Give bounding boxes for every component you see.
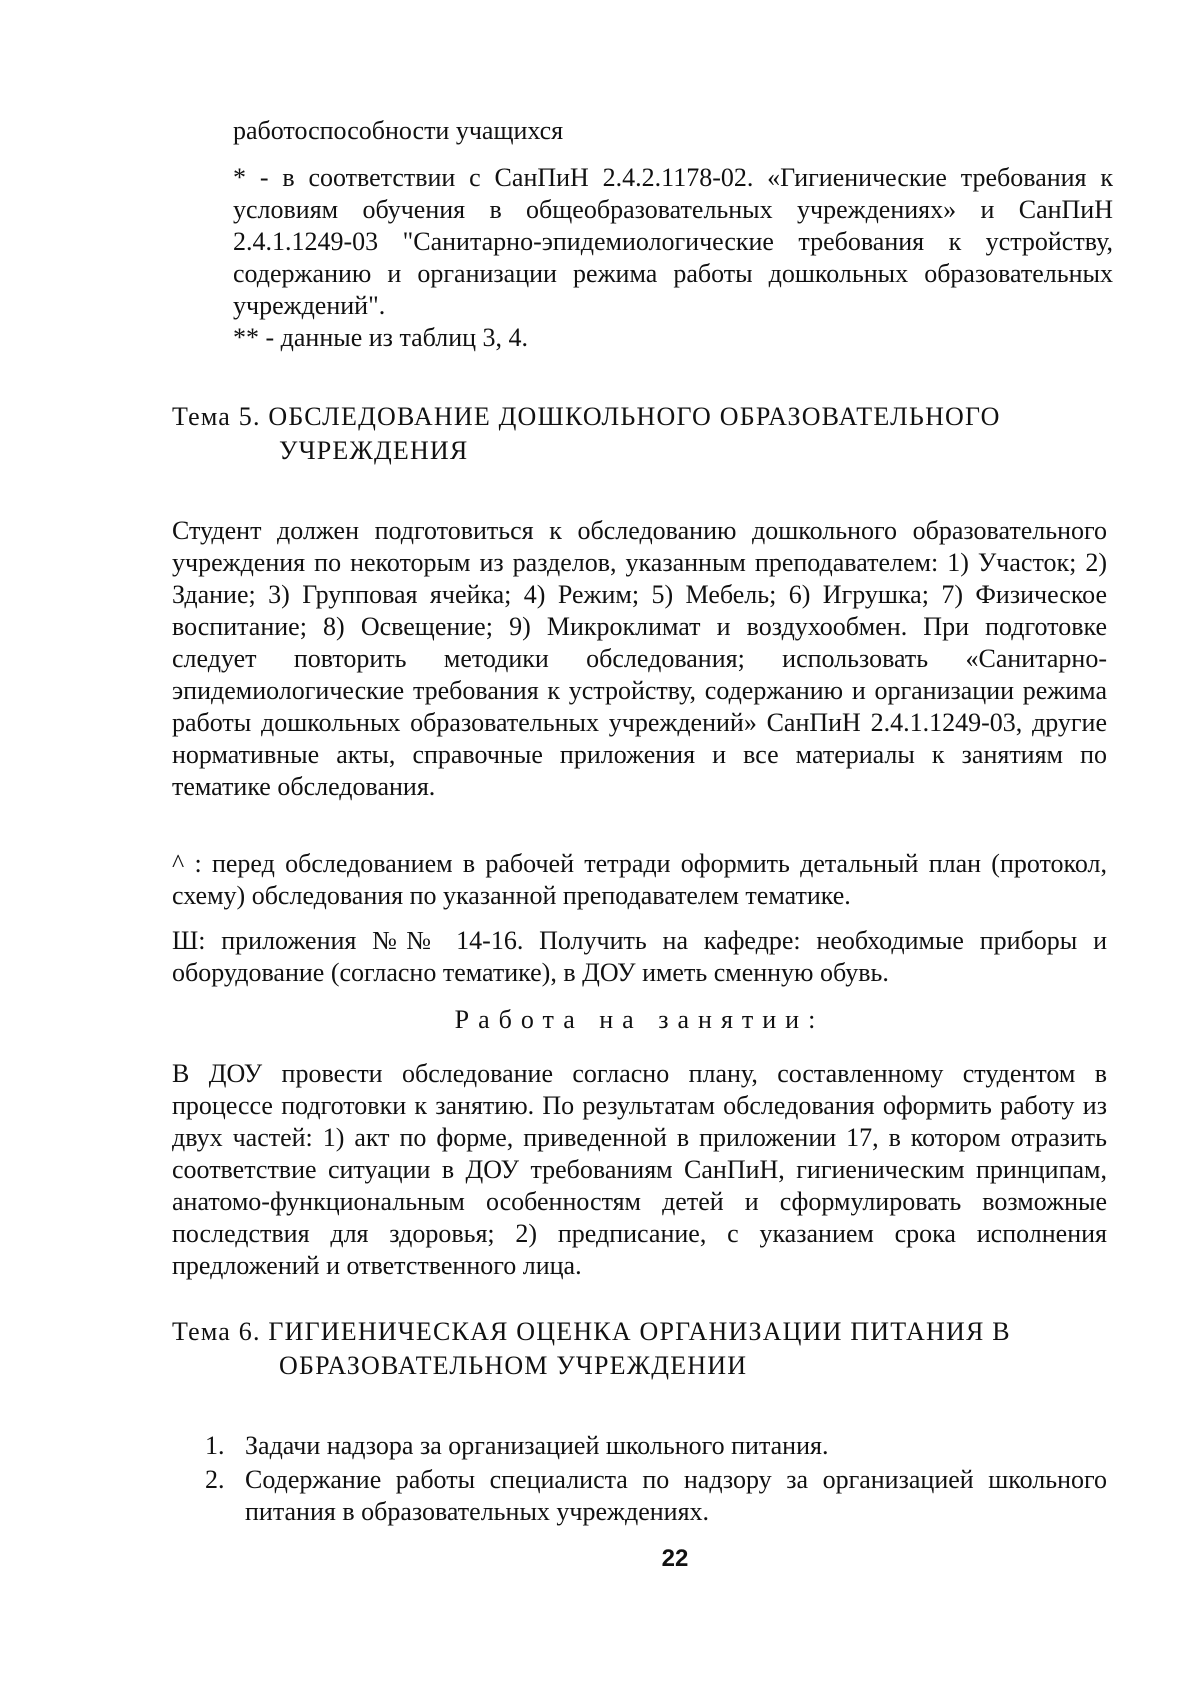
topic-6-title-line2: ОБРАЗОВАТЕЛЬНОМ УЧРЕЖДЕНИИ xyxy=(279,1351,748,1380)
topic-6-title-line1: ГИГИЕНИЧЕСКАЯ ОЦЕНКА ОРГАНИЗАЦИИ ПИТАНИЯ В xyxy=(268,1317,1011,1346)
footnote-double-asterisk: ** - данные из таблиц 3, 4. xyxy=(233,323,529,352)
work-in-class-heading: Работа на занятии: xyxy=(454,1005,825,1034)
topic-5-title-line1: ОБСЛЕДОВАНИЕ ДОШКОЛЬНОГО ОБРАЗОВАТЕЛЬНОГО xyxy=(268,402,1001,431)
list-item-text: Содержание работы специалиста по надзору за организацией школьного питания в образовательных учреждениях. xyxy=(245,1465,1107,1526)
continuation-line: работоспособности учащихся xyxy=(233,116,564,145)
list-item-number: 2. xyxy=(205,1465,225,1494)
topic-5-heading xyxy=(172,400,1102,468)
topic-5-materials-paragraph: Ш: приложения №№ 14-16. Получить на кафедре: необходимые приборы и оборудование (согласно тематике), в ДОУ иметь сменную обувь. xyxy=(172,926,1107,987)
page-number: 22 xyxy=(661,1545,689,1572)
topic-6-heading xyxy=(172,1315,1102,1383)
topic-5-intro-paragraph: Студент должен подготовиться к обследованию дошкольного образовательного учреждения по некоторым из разделов, указанным преподавателем: 1) Участок; 2) Здание; 3) Групповая ячейка; 4) Режим; 5) Мебель; 6) Игрушка; 7) Физическое воспитание; 8) Освещение; 9) Микроклимат и воздухообмен. При подготовке следует повторить методики обследования; использовать «Санитарно-эпидемиологические требования к устройству, содержанию и организации режима работы дошкольных образовательных учреждений» СанПиН 2.4.1.1249-03, другие нормативные акты, справочные приложения и все материалы к занятиям по тематике обследования. xyxy=(172,516,1107,801)
footnote-single-asterisk: * - в соответствии с СанПиН 2.4.2.1178-02. «Гигиенические требования к условиям обучения в общеобразовательных учреждениях» и СанПиН 2.4.1.1249-03 "Санитарно-эпидемиологические требования к устройству, содержанию и организации режима работы дошкольных образовательных учреждений". xyxy=(233,163,1113,320)
list-item-text: Задачи надзора за организацией школьного питания. xyxy=(245,1431,829,1460)
topic-5-preparation-paragraph: ^ : перед обследованием в рабочей тетради оформить детальный план (протокол, схему) обследования по указанной преподавателем тематике. xyxy=(172,849,1107,910)
topic-5-title-line2: УЧРЕЖДЕНИЯ xyxy=(279,436,469,465)
list-item xyxy=(205,1464,1107,1528)
topic-5-label: Тема 5. xyxy=(172,402,261,431)
list-item-number: 1. xyxy=(205,1431,225,1460)
topic-6-label: Тема 6. xyxy=(172,1317,261,1346)
topic-5-work-paragraph: В ДОУ провести обследование согласно плану, составленному студентом в процессе подготовки к занятию. По результатам обследования оформить работу из двух частей: 1) акт по форме, приведенной в приложении 17, в котором отразить соответствие ситуации в ДОУ требованиям СанПиН, гигиеническим принципам, анатомо-функциональным особенностям детей и сформулировать возможные последствия для здоровья; 2) предписание, с указанием срока исполнения предложений и ответственного лица. xyxy=(172,1059,1107,1280)
topic-6-task-list xyxy=(205,1430,1107,1530)
list-item xyxy=(205,1430,1107,1462)
